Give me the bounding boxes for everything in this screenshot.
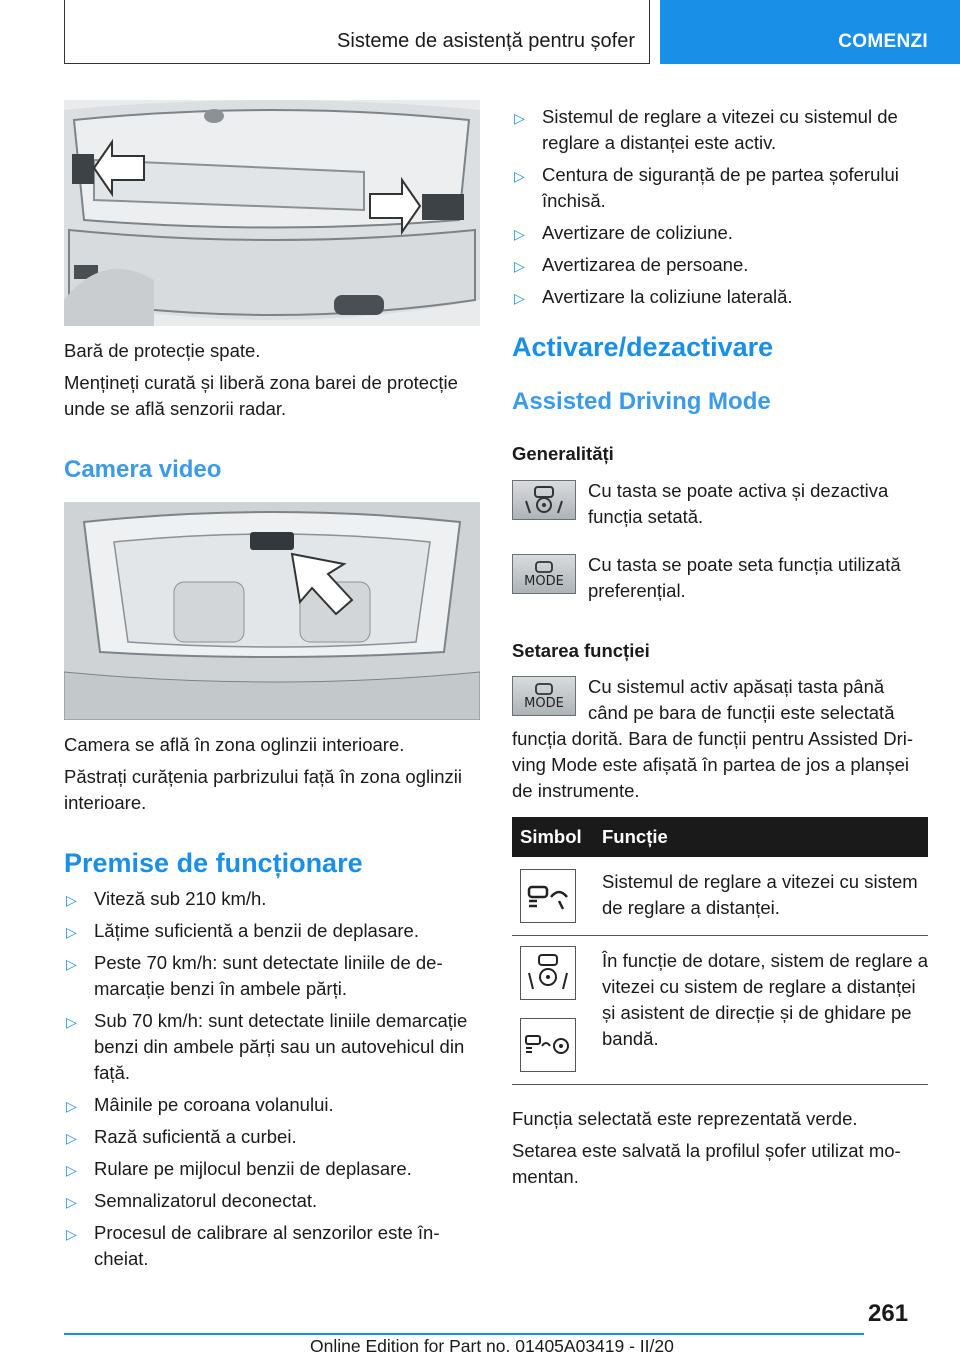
triangle-bullet-icon: ▷ bbox=[66, 1162, 77, 1178]
assist-button-image bbox=[512, 480, 576, 520]
para-setting-saved: Setarea este salvată la profilul șofer utilizat momentan. bbox=[512, 1140, 901, 1187]
triangle-bullet-icon: ▷ bbox=[514, 290, 525, 306]
table-header-row bbox=[512, 817, 928, 857]
list-item: ▷ Avertizarea de persoane. bbox=[512, 252, 928, 278]
triangle-bullet-icon: ▷ bbox=[66, 924, 77, 940]
premise-list bbox=[64, 886, 480, 1272]
triangle-bullet-icon: ▷ bbox=[514, 110, 525, 126]
para-selected-green: Funcția selectată este reprezentată verde. bbox=[512, 1108, 858, 1129]
list-item: ▷ Sistemul de reglare a vitezei cu sistemul de reglare a distanței este activ. bbox=[514, 106, 898, 153]
row1-description: Sistemul de reglare a vitezei cu sistem de reglare a distanței. bbox=[602, 871, 918, 918]
para-camera-windshield: Păstrați curățenia parbrizului față în zona oglinzii interioare. bbox=[64, 766, 462, 813]
triangle-bullet-icon: ▷ bbox=[66, 1130, 77, 1146]
list-item: ▷ Avertizare la coliziune laterală. bbox=[512, 284, 928, 310]
acc-distance-steering-icon bbox=[520, 1018, 576, 1072]
row2-description: În funcție de dotare, sistem de reglare a vitezei cu sistem de reglare a distanței și asistent de direcție și de ghidare pe bandă. bbox=[602, 950, 928, 1049]
triangle-bullet-icon: ▷ bbox=[66, 1226, 77, 1242]
car-icon bbox=[532, 683, 556, 697]
list-item: ▷ Centura de siguranță de pe partea șoferului închisă. bbox=[514, 164, 899, 211]
triangle-bullet-icon: ▷ bbox=[66, 1014, 77, 1030]
header-tab-comenzi[interactable] bbox=[660, 0, 960, 64]
car-icon bbox=[532, 561, 556, 575]
condition-list bbox=[512, 104, 928, 310]
list-item: ▷ Sub 70 km/h: sunt detectate liniile demarcație benzi din ambele părți sau un autovehicul din față. bbox=[66, 1010, 468, 1083]
header-section-box bbox=[64, 0, 650, 64]
col-header-symbol: Simbol bbox=[512, 817, 594, 857]
acc-distance-icon bbox=[520, 869, 576, 923]
page-number: 261 bbox=[868, 1300, 909, 1327]
triangle-bullet-icon: ▷ bbox=[66, 1194, 77, 1210]
mode-label: MODE bbox=[524, 695, 564, 711]
mode-button-image-2 bbox=[512, 676, 576, 716]
heading-premise: Premise de funcționare bbox=[64, 848, 363, 878]
table-row bbox=[512, 857, 928, 936]
table-row bbox=[512, 936, 928, 1085]
heading-activate: Activare/dezactivare bbox=[512, 332, 774, 362]
header-section-title: Sisteme de asistență pentru șofer bbox=[337, 30, 635, 52]
list-item: ▷ Rulare pe mijlocul benzii de deplasare. bbox=[64, 1156, 480, 1182]
col-header-function: Funcție bbox=[594, 817, 928, 857]
list-item: ▷ Mâinile pe coroana volanului. bbox=[64, 1092, 480, 1118]
para-bumper-sensors: Mențineți curată și liberă zona barei de protecție unde se află senzorii radar. bbox=[64, 372, 458, 419]
list-item: ▷ Peste 70 km/h: sunt detectate liniile de demarcație benzi în ambele părți. bbox=[66, 952, 443, 999]
triangle-bullet-icon: ▷ bbox=[66, 956, 77, 972]
btn3-description: Cu sistemul activ apăsați tasta până când pe bara de funcții este selectată bbox=[588, 676, 895, 723]
triangle-bullet-icon: ▷ bbox=[66, 1098, 77, 1114]
mode-label: MODE bbox=[524, 573, 564, 589]
heading-camera-video: Camera video bbox=[64, 456, 222, 483]
heading-assisted-driving-mode: Assisted Driving Mode bbox=[512, 388, 771, 415]
rear-bumper-illustration bbox=[64, 100, 480, 326]
caption-rear-bumper: Bară de protecție spate. bbox=[64, 340, 261, 361]
header-tab-label: COMENZI bbox=[838, 31, 928, 52]
triangle-bullet-icon: ▷ bbox=[66, 892, 77, 908]
symbol-table bbox=[512, 817, 928, 1085]
triangle-bullet-icon: ▷ bbox=[514, 226, 525, 242]
footer-rule bbox=[64, 1333, 864, 1335]
list-item: ▷ Procesul de calibrare al senzorilor este încheiat. bbox=[66, 1222, 440, 1269]
list-item: ▷ Rază suficientă a curbei. bbox=[64, 1124, 480, 1150]
driving-assist-icon bbox=[524, 483, 564, 517]
para-set-continued: funcția dorită. Bara de funcții pentru Assisted Driving Mode este afișată în partea de jos a planșei de instrumente. bbox=[512, 728, 914, 801]
heading-set-function: Setarea funcției bbox=[512, 640, 650, 661]
heading-general: Generalități bbox=[512, 443, 614, 464]
triangle-bullet-icon: ▷ bbox=[514, 168, 525, 184]
btn2-description: Cu tasta se poate seta funcția utilizată preferențial. bbox=[588, 554, 901, 601]
caption-camera: Camera se află în zona oglinzii interioare. bbox=[64, 734, 405, 755]
list-item: ▷ Avertizare de coliziune. bbox=[512, 220, 928, 246]
list-item: ▷ Lățime suficientă a benzii de deplasare. bbox=[64, 918, 480, 944]
mode-button-image bbox=[512, 554, 576, 594]
camera-windshield-illustration bbox=[64, 502, 480, 720]
footer-edition: Online Edition for Part no. 01405A03419 - II/20 bbox=[310, 1336, 674, 1356]
acc-steering-icon bbox=[520, 946, 576, 1000]
triangle-bullet-icon: ▷ bbox=[514, 258, 525, 274]
btn1-description: Cu tasta se poate activa și dezactiva funcția setată. bbox=[588, 480, 889, 527]
list-item: ▷ Viteză sub 210 km/h. bbox=[64, 886, 480, 912]
list-item: ▷ Semnalizatorul deconectat. bbox=[64, 1188, 480, 1214]
